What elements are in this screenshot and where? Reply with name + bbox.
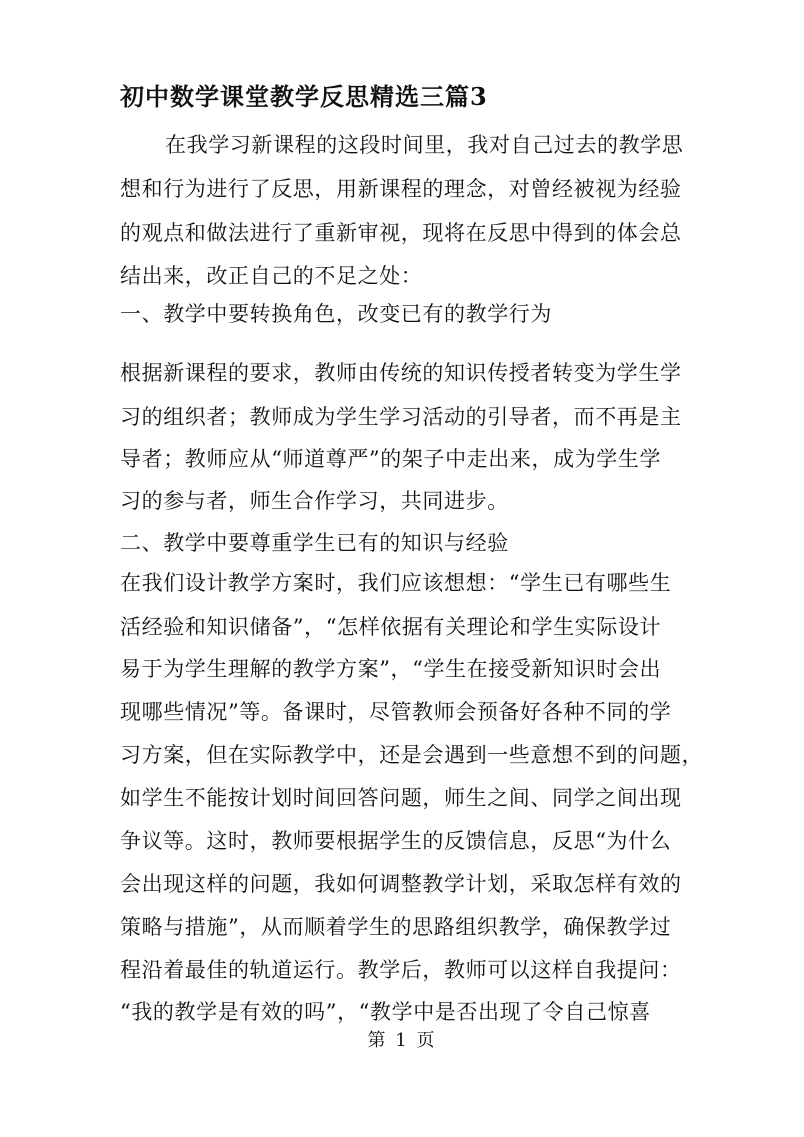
paragraph-line: “我的教学是有效的吗”，“教学中是否出现了令自己惊喜 xyxy=(120,1000,651,1024)
paragraph-line: 结出来，改正自己的不足之处： xyxy=(120,264,423,288)
paragraph-line: 如学生不能按计划时间回答问题，师生之间、同学之间出现 xyxy=(120,786,682,810)
paragraph-line: 现哪些情况”等。备课时，尽管教师会预备好各种不同的学 xyxy=(120,700,672,724)
paragraph-line: 在我们设计教学方案时，我们应该想想：“学生已有哪些生 xyxy=(120,571,672,595)
paragraph-line: 的观点和做法进行了重新审视，现将在反思中得到的体会总 xyxy=(120,221,682,245)
page-number: 第 1 页 xyxy=(367,1030,437,1051)
paragraph-line: 习的参与者，师生合作学习，共同进步。 xyxy=(120,489,509,513)
paragraph-line: 活经验和知识储备”，“怎样依据有关理论和学生实际设计 xyxy=(120,615,662,639)
paragraph-line: 程沿着最佳的轨道运行。教学后，教师可以这样自我提问： xyxy=(120,958,682,982)
paragraph-line: 会出现这样的问题，我如何调整教学计划，采取怎样有效的 xyxy=(120,872,682,896)
paragraph-line: 争议等。这时，教师要根据学生的反馈信息，反思“为什么 xyxy=(120,829,672,853)
paragraph-line: 易于为学生理解的教学方案”，“学生在接受新知识时会出 xyxy=(120,657,662,681)
paragraph-line: 策略与措施”，从而顺着学生的思路组织教学，确保教学过 xyxy=(120,915,672,939)
paragraph-line: 根据新课程的要求，教师由传统的知识传授者转变为学生学 xyxy=(120,361,682,385)
paragraph-line: 习方案，但在实际教学中，还是会遇到一些意想不到的问题， xyxy=(120,743,704,767)
paragraph-line: 导者；教师应从“师道尊严”的架子中走出来，成为学生学 xyxy=(120,447,662,471)
paragraph-line: 想和行为进行了反思，用新课程的理念，对曾经被视为经验 xyxy=(120,177,682,201)
section-heading: 二、教学中要尊重学生已有的知识与经验 xyxy=(120,531,509,555)
paragraph-line: 在我学习新课程的这段时间里，我对自己过去的教学思 xyxy=(165,133,684,157)
paragraph-line: 习的组织者；教师成为学生学习活动的引导者，而不再是主 xyxy=(120,405,682,429)
document-title: 初中数学课堂教学反思精选三篇3 xyxy=(120,82,488,111)
section-heading: 一、教学中要转换角色，改变已有的教学行为 xyxy=(120,302,552,326)
